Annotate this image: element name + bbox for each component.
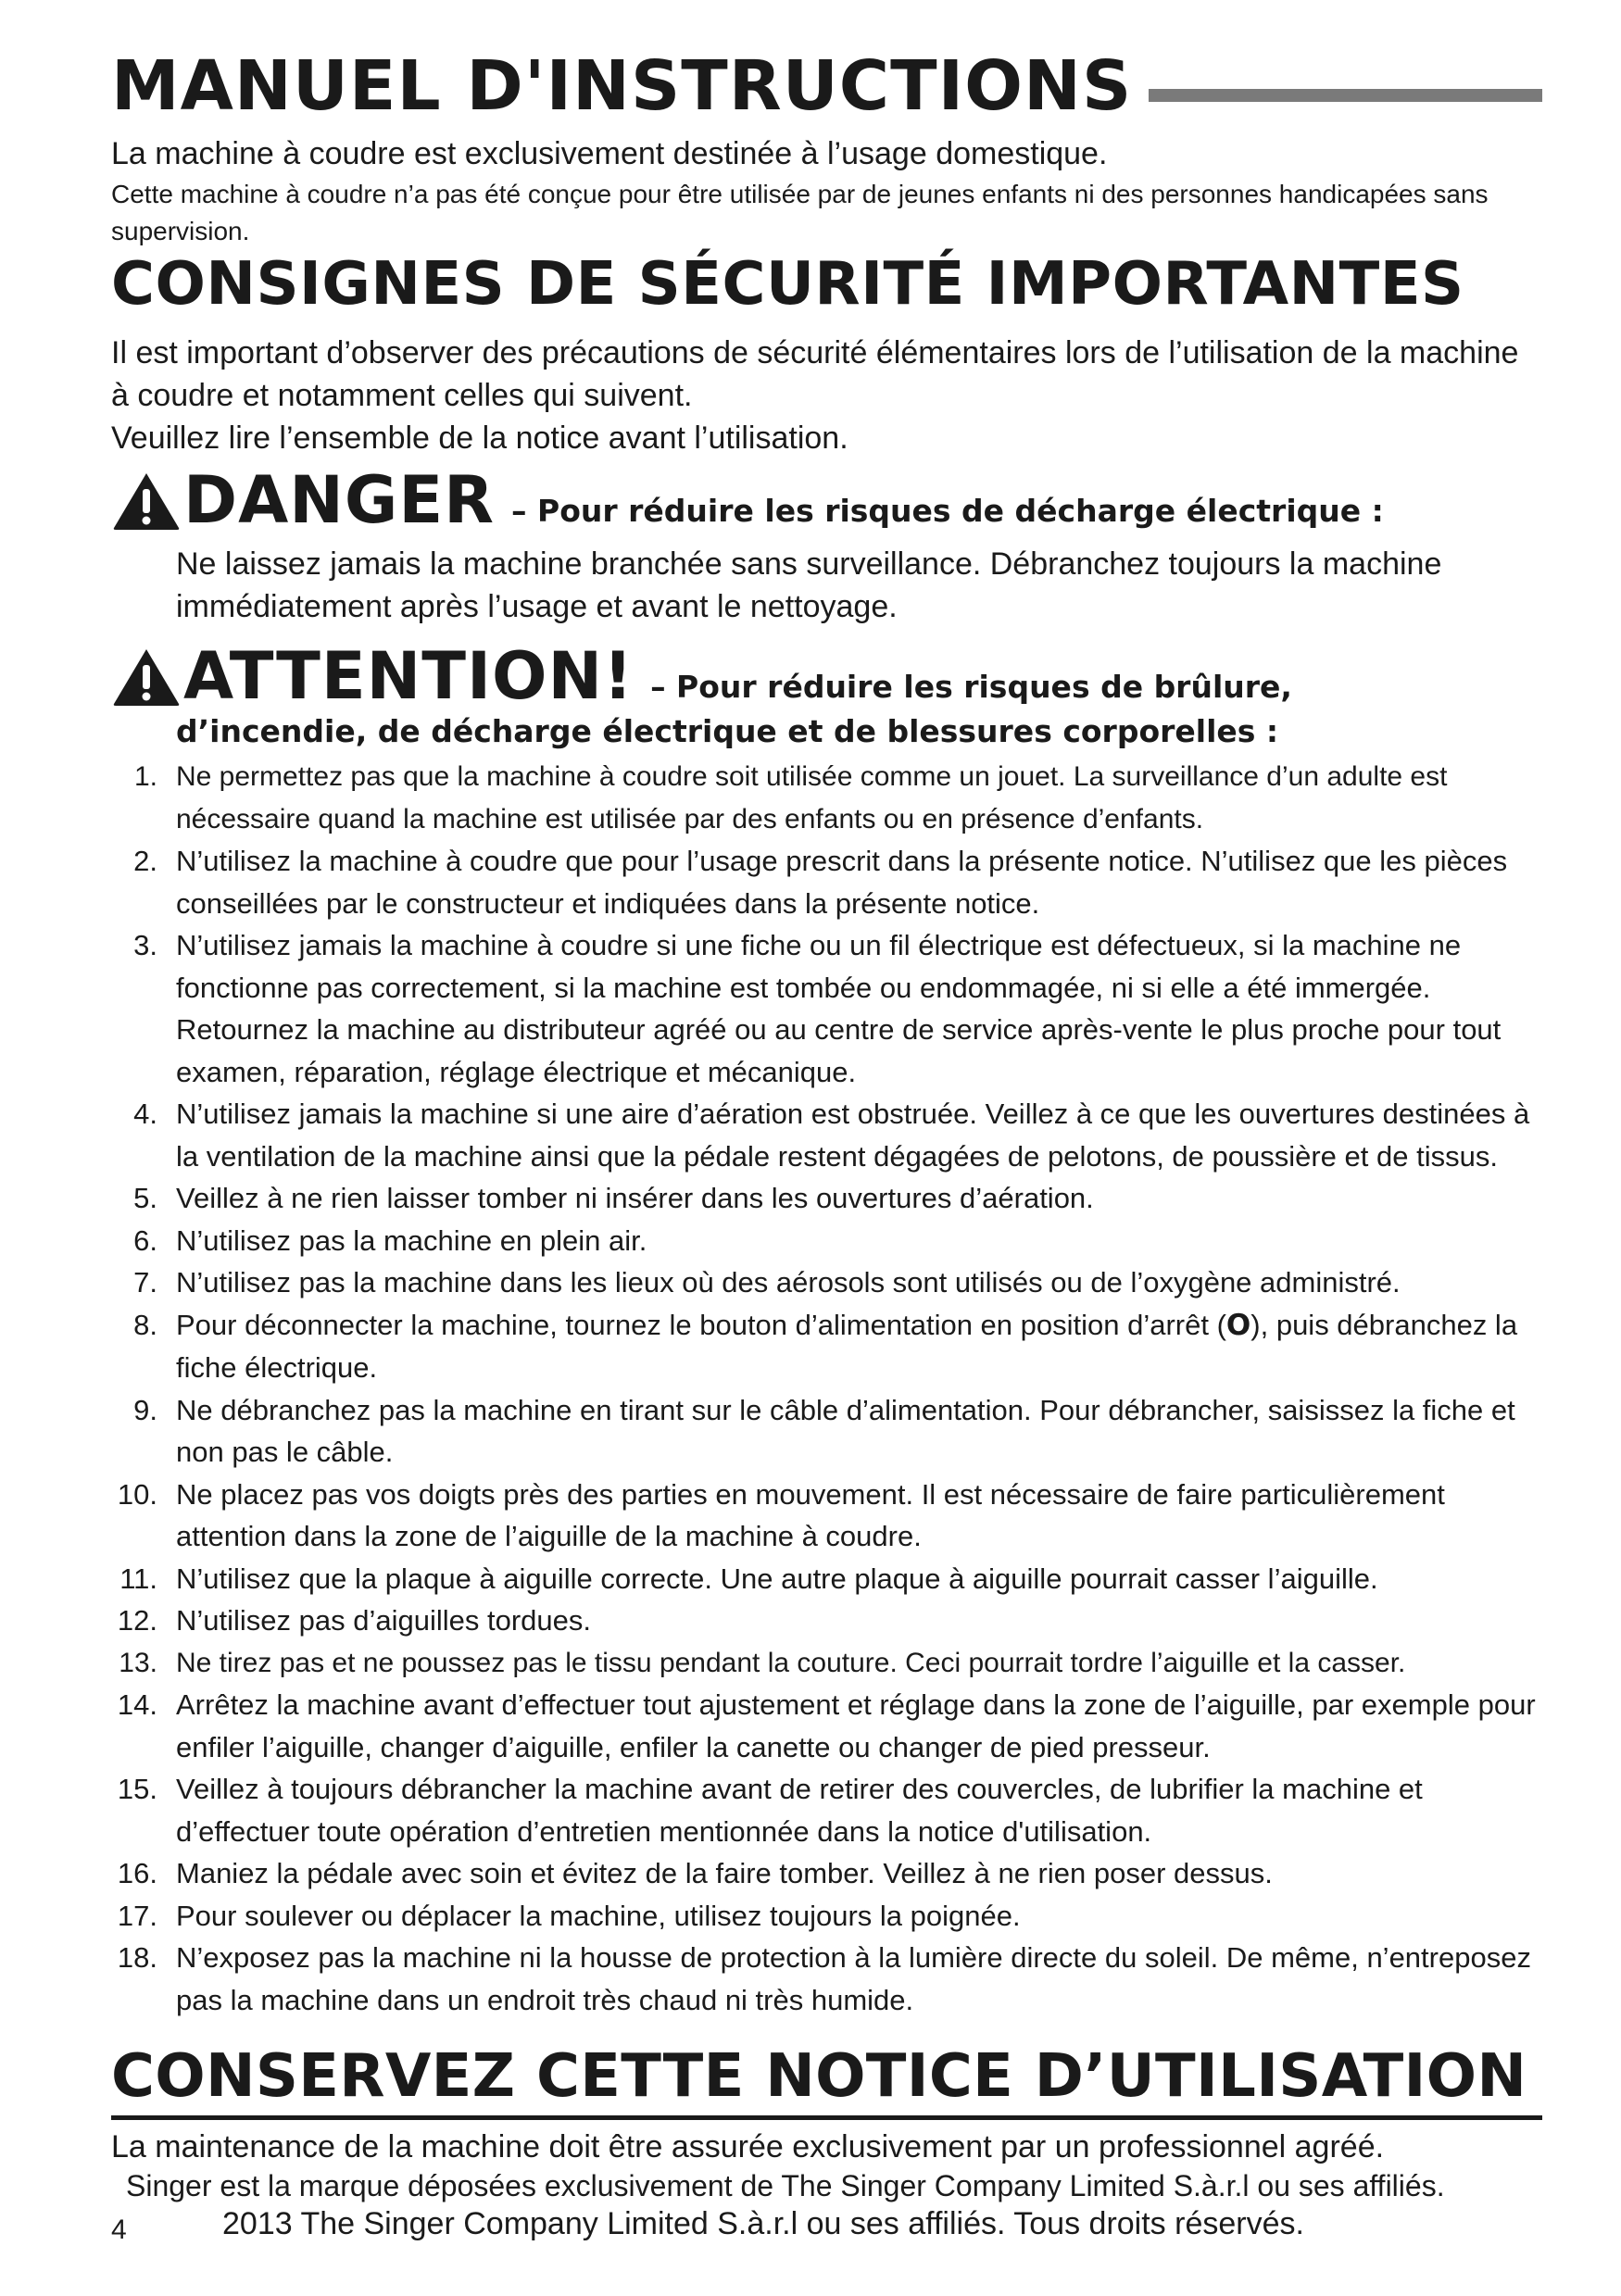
list-item: 6. N’utilisez pas la machine en plein air. — [133, 1223, 647, 1257]
list-item: 1. Ne permettez pas que la machine à coudre soit utilisée comme un jouet. La surveillance d’un adulte est nécessaire quand la machine est utilisée par des enfants ou en présence d’enfants. — [133, 761, 1448, 834]
power-off-symbol: O — [1225, 1308, 1251, 1342]
danger-word: DANGER — [183, 462, 496, 538]
read-notice-text: Veuillez lire l’ensemble de la notice avant l’utilisation. — [111, 420, 848, 456]
danger-text: Ne laissez jamais la machine branchée sans surveillance. Débranchez toujours la machine immédiatement après l’usage et avant le nettoyage. — [176, 546, 1442, 624]
trademark-note: Singer est la marque déposées exclusivement de The Singer Company Limited S.à.r.l ou ses affiliés. — [126, 2169, 1445, 2202]
list-item: 11. N’utilisez que la plaque à aiguille correcte. Une autre plaque à aiguille pourrait casser l’aiguille. — [119, 1562, 1378, 1595]
list-item: 12. N’utilisez pas d’aiguilles tordues. — [117, 1604, 592, 1637]
list-item: 17. Pour soulever ou déplacer la machine, utilisez toujours la poignée. — [117, 1899, 1021, 1932]
title-rule — [1149, 89, 1542, 102]
safety-rules-list — [111, 756, 1542, 2021]
warning-triangle-icon — [111, 646, 182, 708]
warning-triangle-icon — [111, 470, 182, 532]
danger-subtitle: – Pour réduire les risques de décharge électrique : — [511, 493, 1384, 529]
page-number: 4 — [111, 2214, 127, 2245]
attention-heading — [111, 639, 1292, 713]
list-item: 9. Ne débranchez pas la machine en tirant sur le câble d’alimentation. Pour débrancher, saisissez la fiche et non pas le câble. — [133, 1393, 1515, 1468]
danger-heading — [111, 463, 1384, 537]
page-title: MANUEL D'INSTRUCTIONS — [111, 46, 1133, 126]
list-item: 4. N’utilisez jamais la machine si une aire d’aération est obstruée. Veillez à ce que les ouvertures destinées à la ventilation de la machine ainsi que la pédale restent dégagées de pelotons, de poussière et de tissus. — [133, 1098, 1530, 1173]
list-item: 3. N’utilisez jamais la machine à coudre si une fiche ou un fil électrique est défectueux, si la machine ne fonctionne pas correctement, si la machine est tombée ou endommagée, ni si elle a été immergée. Retournez la machine au distributeur agréé ou au centre de service après-vente le plus proche pour tout examen, réparation, réglage électrique et mécanique. — [133, 929, 1502, 1088]
list-item: 14. Arrêtez la machine avant d’effectuer tout ajustement et réglage dans la zone de l’aiguille, par exemple pour enfiler l’aiguille, changer d’aiguille, enfiler la canette ou changer de pied presseur. — [117, 1688, 1536, 1763]
list-item: 5. Veillez à ne rien laisser tomber ni insérer dans les ouvertures d’aération. — [133, 1182, 1094, 1214]
safety-intro — [111, 332, 1542, 459]
attention-subtitle-1: – Pour réduire les risques de brûlure, — [650, 669, 1292, 705]
list-item: 15. Veillez à toujours débrancher la machine avant de retirer des couvercles, de lubrifier la machine et d’effectuer toute opération d’entretien mentionnée dans la notice d'utilisation. — [117, 1773, 1423, 1848]
list-item: 10. Ne placez pas vos doigts près des parties en mouvement. Il est nécessaire de faire particulièrement attention dans la zone de l’aiguille de la machine à coudre. — [117, 1477, 1445, 1552]
attention-subtitle-2: d’incendie, de décharge électrique et de blessures corporelles : — [176, 713, 1279, 749]
maintenance-note: La maintenance de la machine doit être assurée exclusivement par un professionnel agréé. — [111, 2129, 1385, 2164]
list-item: 18. N’exposez pas la machine ni la housse de protection à la lumière directe du soleil. De même, n’entreposez pas la machine dans un endroit très chaud ni très humide. — [117, 1941, 1531, 2016]
domestic-use-note: La machine à coudre est exclusivement destinée à l’usage domestique. — [111, 136, 1108, 171]
list-item: 7. N’utilisez pas la machine dans les lieux où des aérosols sont utilisés ou de l’oxygène administré. — [133, 1266, 1401, 1299]
supervision-note: Cette machine à coudre n’a pas été conçue pour être utilisée par de jeunes enfants ni des personnes handicapées sans supervision. — [111, 180, 1489, 245]
copyright-note: 2013 The Singer Company Limited S.à.r.l ou ses affiliés. Tous droits réservés. — [222, 2206, 1304, 2241]
list-item: 16. Maniez la pédale avec soin et évitez de la faire tomber. Veillez à ne rien poser dessus. — [117, 1857, 1273, 1889]
keep-notice-heading: CONSERVEZ CETTE NOTICE D’UTILISATION — [111, 2038, 1542, 2120]
list-item: 2. N’utilisez la machine à coudre que pour l’usage prescrit dans la présente notice. N’utilisez que les pièces conseillées par le constructeur et indiquées dans la présente notice. — [133, 845, 1508, 920]
list-item: 8. Pour déconnecter la machine, tournez le bouton d’alimentation en position d’arrêt (O), puis débranchez la fiche électrique. — [133, 1308, 1518, 1384]
list-item: 13. Ne tirez pas et ne poussez pas le tissu pendant la couture. Ceci pourrait tordre l’aiguille et la casser. — [119, 1647, 1406, 1678]
attention-word: ATTENTION! — [183, 638, 635, 714]
safety-heading: CONSIGNES DE SÉCURITÉ IMPORTANTES — [111, 250, 1464, 319]
safety-intro-text: Il est important d’observer des précautions de sécurité élémentaires lors de l’utilisation de la machine à coudre et notamment celles qui suivent. — [111, 335, 1519, 413]
